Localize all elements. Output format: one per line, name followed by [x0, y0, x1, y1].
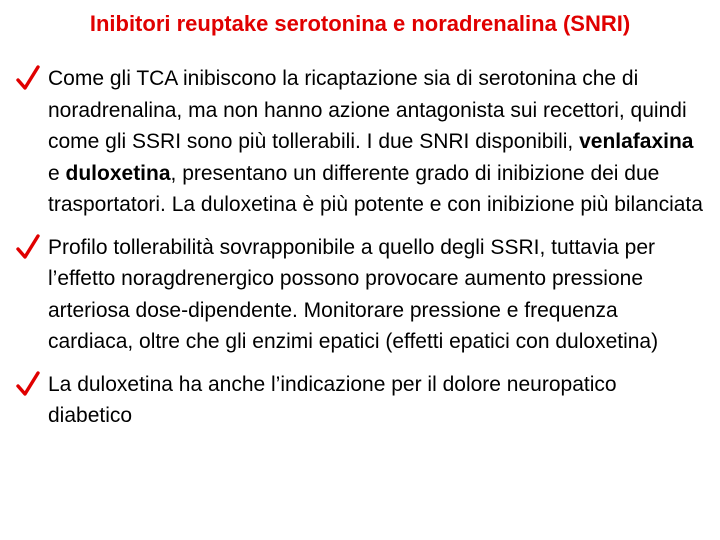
bullet-text-segment: , presentano un differente grado di inibizione dei due trasportatori. La duloxetina è più potente e con inibizione più bilanciata: [48, 161, 703, 216]
checkmark-icon: [16, 63, 40, 94]
slide-title: Inibitori reuptake serotonina e noradrenalina (SNRI): [89, 11, 631, 36]
bullet-text-segment: Come gli TCA inibiscono la ricaptazione sia di serotonina che di noradrenalina, ma non hanno azione antagonista sui recettori, quindi come gli SSRI sono più tollerabili. I due SNRI disponibili,: [48, 67, 687, 153]
checkmark-icon: [16, 369, 40, 400]
bullet-text-segment: e: [48, 161, 66, 185]
bullet-text: Profilo tollerabilità sovrapponibile a quello degli SSRI, tuttavia per l’effetto noragdrenergico possono provocare aumento pressione arteriosa dose-dipendente. Monitorare pressione e frequenza cardiaca, oltre che gli enzimi epatici (effetti epatici con duloxetina): [48, 235, 659, 353]
bullet-item: [14, 63, 704, 221]
bullet-list: [14, 63, 704, 432]
bullet-item: [14, 232, 704, 358]
bullet-text: La duloxetina ha anche l’indicazione per il dolore neuropatico diabetico: [48, 372, 617, 427]
bullet-text: [48, 67, 703, 216]
drug-name-venlafaxina: venlafaxina: [579, 130, 694, 153]
checkmark-icon: [16, 232, 40, 263]
bullet-item: [14, 369, 704, 432]
drug-name-duloxetina: duloxetina: [65, 161, 171, 185]
